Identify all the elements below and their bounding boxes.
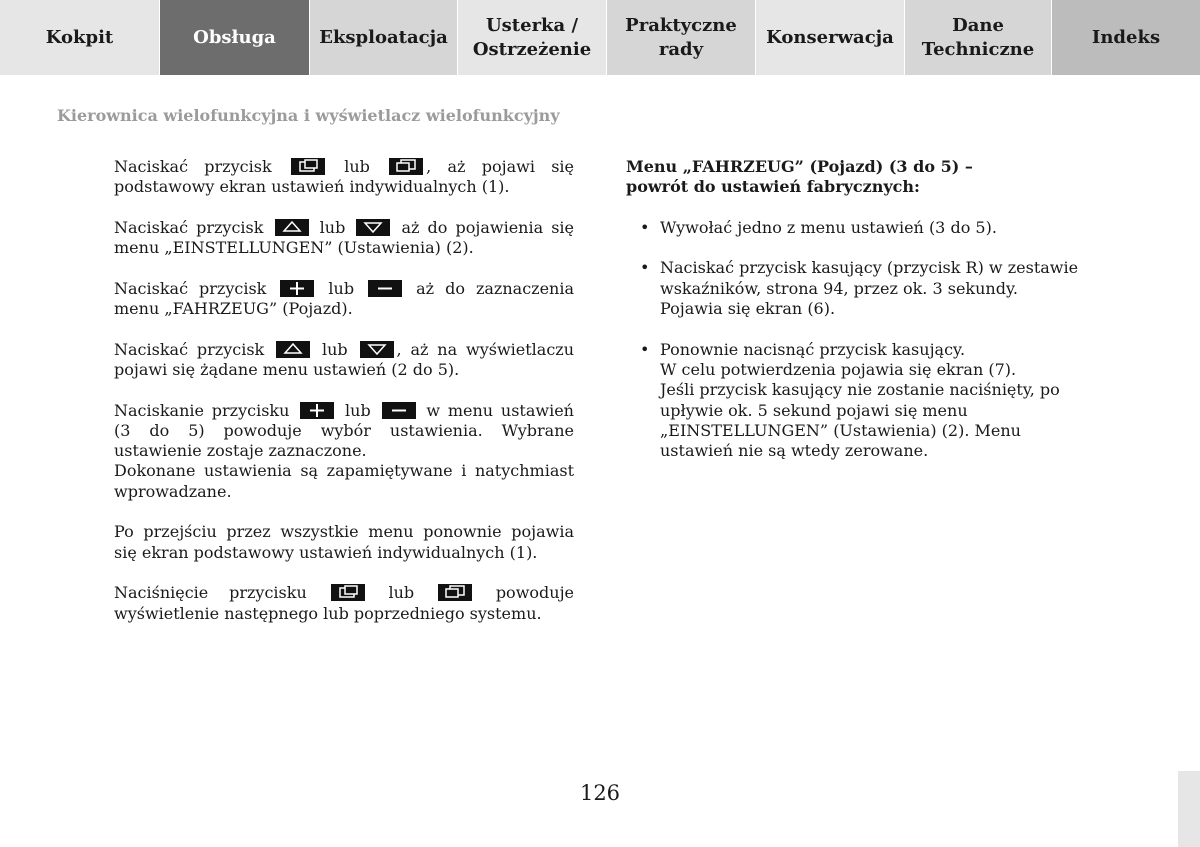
- text: Jeśli przycisk kasujący nie zostanie naciśnięty, po upływie ok. 5 sekund pojawi się menu „EINSTELLUNGEN” (Ustawienia) (2). Menu ustawień nie są wtedy zerowane.: [660, 380, 1060, 461]
- list-item: [626, 258, 1096, 319]
- paragraph-1: [114, 157, 574, 198]
- heading-line: powrót do ustawień fabrycznych:: [626, 177, 920, 197]
- minus-key-icon: [382, 402, 416, 419]
- tab-dane-techniczne[interactable]: Dane Techniczne: [905, 0, 1052, 75]
- text: W celu potwierdzenia pojawia się ekran (7).: [660, 359, 1017, 379]
- text: lub: [388, 583, 415, 603]
- list-item: [626, 218, 1096, 238]
- arrow-down-key-icon: [360, 341, 394, 358]
- list-item: [626, 340, 1096, 462]
- text: Naciskać przycisk: [114, 217, 264, 237]
- paragraph-3: [114, 279, 574, 320]
- text: Naciskanie przycisku: [114, 400, 290, 420]
- screen-prev-key-icon: [291, 158, 325, 175]
- tab-obsluga[interactable]: Obsługa: [160, 0, 310, 75]
- text: , aż na wyświetlaczu pojawi się żądane menu ustawień (2 do 5).: [114, 339, 575, 379]
- plus-key-icon: [280, 280, 314, 297]
- right-column: [626, 157, 1096, 482]
- left-column: [114, 157, 574, 644]
- text: Naciskać przycisk: [114, 278, 267, 298]
- heading-line: Menu „FAHRZEUG” (Pojazd) (3 do 5) –: [626, 157, 973, 176]
- tab-indeks[interactable]: Indeks: [1052, 0, 1200, 75]
- text: Ponownie nacisnąć przycisk kasujący.: [660, 339, 966, 359]
- screen-prev-key-icon: [331, 584, 365, 601]
- text: lub: [321, 339, 348, 359]
- arrow-up-key-icon: [275, 219, 309, 236]
- bullet-icon: •: [640, 339, 650, 359]
- steps-list: [626, 218, 1096, 462]
- text: w menu ustawień (3 do 5) powoduje wybór ustawienia. Wybrane ustawienie zostaje zaznaczone.: [114, 400, 574, 461]
- paragraph-7: [114, 583, 574, 624]
- arrow-down-key-icon: [356, 219, 390, 236]
- tab-praktyczne-rady[interactable]: Praktyczne rady: [607, 0, 756, 75]
- section-title: Kierownica wielofunkcyjna i wyświetlacz wielofunkcyjny: [57, 106, 560, 125]
- screen-next-key-icon: [389, 158, 423, 175]
- text: lub: [345, 400, 371, 420]
- tab-usterka[interactable]: Usterka / Ostrzeżenie: [458, 0, 607, 75]
- tab-eksploatacja[interactable]: Eksploatacja: [310, 0, 458, 75]
- paragraph-6: Po przejściu przez wszystkie menu ponownie pojawia się ekran podstawowy ustawień indywidualnych (1).: [114, 522, 574, 562]
- reset-heading: [626, 157, 1096, 198]
- text: Naciśnięcie przycisku: [114, 583, 307, 603]
- paragraph-5: [114, 401, 574, 462]
- text: lub: [328, 278, 355, 298]
- text: aż do pojawienia się menu „EINSTELLUNGEN” (Ustawienia) (2).: [114, 217, 575, 258]
- text: Naciskać przycisk: [114, 157, 272, 176]
- chapter-tabs: [0, 0, 1200, 75]
- tab-konserwacja[interactable]: Konserwacja: [756, 0, 905, 75]
- text: powoduje wyświetlenie następnego lub poprzedniego systemu.: [114, 583, 574, 623]
- tab-kokpit[interactable]: Kokpit: [0, 0, 160, 75]
- paragraph-5b: Dokonane ustawienia są zapamiętywane i natychmiast wprowadzane.: [114, 461, 574, 501]
- plus-key-icon: [300, 402, 334, 419]
- page-number: 126: [579, 781, 621, 805]
- minus-key-icon: [368, 280, 402, 297]
- side-marker: [1178, 771, 1200, 847]
- text: aż do zaznaczenia menu „FAHRZEUG” (Pojazd).: [114, 278, 575, 319]
- bullet-icon: •: [640, 258, 650, 278]
- text: lub: [319, 217, 346, 237]
- text: Pojawia się ekran (6).: [660, 299, 836, 319]
- text: Wywołać jedno z menu ustawień (3 do 5).: [660, 217, 997, 237]
- bullet-icon: •: [640, 217, 650, 237]
- text: , aż pojawi się podstawowy ekran ustawień indywidualnych (1).: [114, 157, 575, 197]
- arrow-up-key-icon: [276, 341, 310, 358]
- paragraph-4: [114, 340, 574, 381]
- text: lub: [344, 157, 370, 176]
- screen-next-key-icon: [438, 584, 472, 601]
- text: Naciskać przycisk: [114, 339, 265, 359]
- paragraph-2: [114, 218, 574, 259]
- text: Naciskać przycisk kasujący (przycisk R) w zestawie wskaźników, strona 94, przez ok. 3 sekundy.: [660, 258, 1079, 298]
